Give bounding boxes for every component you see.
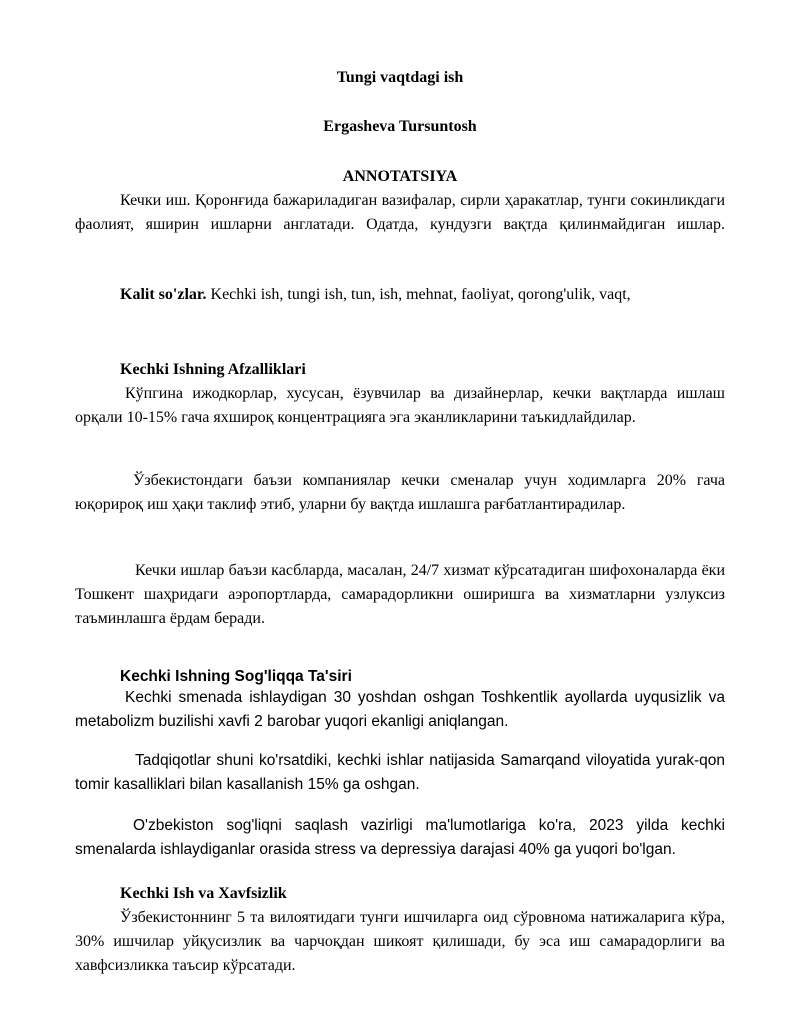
section1-paragraph-2: Ўзбекистондаги баъзи компаниялар кечки сменалар учун ходимларга 20% гача юқорироқ иш ҳақи таклиф этиб, уларни бу вақтда ишлашга рағбатлантирадилар. bbox=[75, 472, 725, 513]
section1-paragraph-3: Кечки ишлар баъзи касбларда, масалан, 24/7 хизмат кўрсатадиган шифохоналарда ёки Тошкент шаҳридаги аэропортларда, самарадорликни оширишга ва хизматларни узлуксиз таъминлашга ёрдам беради. bbox=[75, 562, 725, 627]
annotation-text: Кечки иш. Қоронғида бажариладиган вазифалар, сирли ҳаракатлар, тунги сокинликдаги фаолият, яширин ишларни англатади. Одатда, кундузги вақтда қилинмайдиган ишлар. bbox=[75, 192, 725, 233]
section2-heading: Kechki Ishning Sog'liqqa Ta'siri bbox=[120, 668, 352, 685]
section1-paragraph-1: Кўпгина ижодкорлар, хусусан, ёзувчилар ва дизайнерлар, кечки вақтларда ишлаш орқали 10-15% гача яхшироқ концентрацияга эга эканликларини таъкидлайдилар. bbox=[75, 385, 725, 426]
keywords-paragraph bbox=[75, 283, 725, 307]
section3-heading: Kechki Ish va Xavfsizlik bbox=[120, 885, 287, 902]
section1-heading: Kechki Ishning Afzalliklari bbox=[120, 361, 306, 378]
annotation-heading: ANNOTATSIYA bbox=[342, 168, 458, 185]
section2-paragraph-1: Kechki smenada ishlaydigan 30 yoshdan oshgan Toshkentlik ayollarda uyqusizlik va metabolizm buzilishi xavfi 2 barobar yuqori ekanligi aniqlangan. bbox=[75, 689, 725, 730]
author-name: Ergasheva Tursuntosh bbox=[323, 118, 477, 135]
keywords-label: Kalit so'zlar. bbox=[120, 286, 207, 303]
keywords-text: Kechki ish, tungi ish, tun, ish, mehnat, faoliyat, qorong'ulik, vaqt, bbox=[206, 286, 631, 303]
section3-paragraph-1: Ўзбекистоннинг 5 та вилоятидаги тунги ишчиларга оид сўровнома натижаларига кўра, 30% ишчилар уйқусизлик ва чарчоқдан шикоят қилишади, бу эса иш самарадорлиги ва хавфсизликка таъсир кўрсатади. bbox=[75, 909, 725, 974]
section2-paragraph-2: Tadqiqotlar shuni ko'rsatdiki, kechki ishlar natijasida Samarqand viloyatida yurak-qon tomir kasalliklari bilan kasallanish 15% ga oshgan. bbox=[75, 752, 725, 793]
section2-paragraph-3: O'zbekiston sog'liqni saqlash vazirligi ma'lumotlariga ko'ra, 2023 yilda kechki smenalarda ishlaydiganlar orasida stress va depressiya darajasi 40% ga yuqori bo'lgan. bbox=[75, 817, 725, 858]
document-title: Tungi vaqtdagi ish bbox=[336, 69, 464, 86]
